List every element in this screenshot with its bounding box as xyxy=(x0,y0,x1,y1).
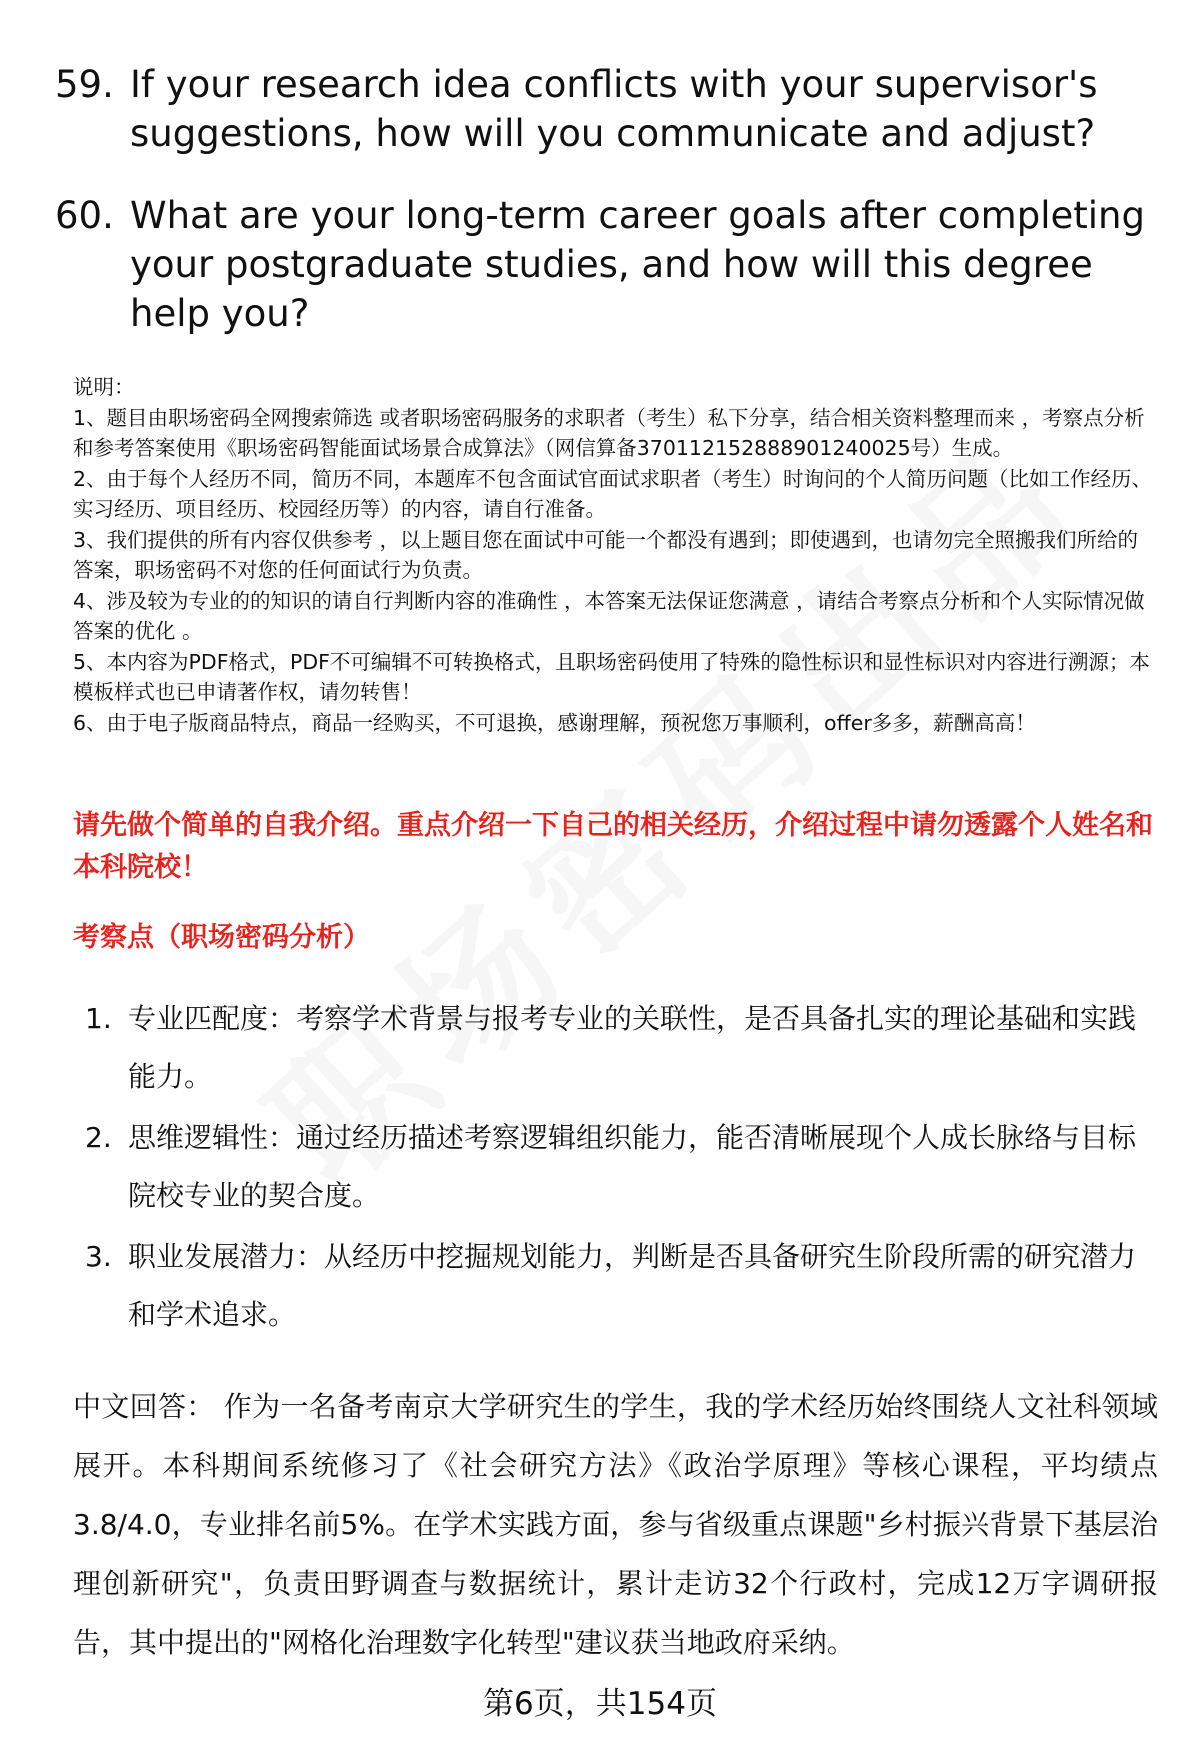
point-number: 1. xyxy=(85,1002,112,1035)
question-text: If your research idea conflicts with your supervisor's suggestions, how will you communicate and adjust? xyxy=(130,63,1098,155)
notes-item: 2、由于每个人经历不同，简历不同，本题库不包含面试官面试求职者（考生）时询问的个人简历问题（比如工作经历、实习经历、项目经历、校园经历等）的内容，请自行准备。 xyxy=(73,466,1153,521)
notes-item: 3、我们提供的所有内容仅供参考 ，以上题目您在面试中可能一个都没有遇到；即使遇到，也请勿完全照搬我们所给的答案，职场密码不对您的任何面试行为负责。 xyxy=(73,527,1139,582)
notes-title: 说明： xyxy=(73,375,135,399)
point-text: 职业发展潜力：从经历中挖掘规划能力，判断是否具备研究生阶段所需的研究潜力和学术追求。 xyxy=(128,1240,1137,1331)
notes-item: 4、涉及较为专业的的知识的请自行判断内容的准确性 ，本答案无法保证您满意 ，请结合考察点分析和个人实际情况做答案的优化 。 xyxy=(73,588,1145,643)
analysis-title: 考察点（职场密码分析） xyxy=(73,922,370,953)
analysis-point xyxy=(73,1228,1153,1344)
notes-item: 1、题目由职场密码全网搜索筛选 或者职场密码服务的求职者（考生）私下分享，结合相关资料整理而来 ，考察点分析和参考答案使用《职场密码智能面试场景合成算法》（网信算备370112152888901240025号）生成。 xyxy=(73,405,1145,460)
question-number: 59. xyxy=(55,63,114,106)
notes-section xyxy=(73,372,1158,738)
point-text: 专业匹配度：考察学术背景与报考专业的关联性，是否具备扎实的理论基础和实践能力。 xyxy=(128,1002,1137,1093)
page-footer: 第6页，共154页 xyxy=(483,1686,717,1722)
question-59 xyxy=(55,60,1155,158)
point-number: 3. xyxy=(85,1240,112,1273)
point-text: 思维逻辑性：通过经历描述考察逻辑组织能力，能否清晰展现个人成长脉络与目标院校专业的契合度。 xyxy=(128,1121,1137,1212)
point-number: 2. xyxy=(85,1121,112,1154)
main-question: 请先做个简单的自我介绍。重点介绍一下自己的相关经历，介绍过程中请勿透露个人姓名和本科院校！ xyxy=(73,810,1153,883)
notes-item: 5、本内容为PDF格式，PDF不可编辑不可转换格式，且职场密码使用了特殊的隐性标识和显性标识对内容进行溯源；本模板样式也已申请著作权，请勿转售！ xyxy=(73,649,1150,704)
notes-item: 6、由于电子版商品特点，商品一经购买，不可退换，感谢理解，预祝您万事顺利，offer多多，薪酬高高！ xyxy=(73,710,1036,735)
analysis-point xyxy=(73,1109,1153,1225)
answer-text: 中文回答： 作为一名备考南京大学研究生的学生，我的学术经历始终围绕人文社科领域展开。本科期间系统修习了《社会研究方法》《政治学原理》等核心课程，平均绩点3.8/4.0，专业排名前5%。在学术实践方面，参与省级重点课题"乡村振兴背景下基层治理创新研究"，负责田野调查与数据统计，累计走访32个行政村，完成12万字调研报告，其中提出的"网格化治理数字化转型"建议获当地政府采纳。 xyxy=(73,1390,1158,1659)
question-text: What are your long-term career goals after completing your postgraduate studies, and how will this degree help you? xyxy=(130,194,1145,335)
question-60 xyxy=(55,191,1155,338)
analysis-point xyxy=(73,990,1153,1106)
question-number: 60. xyxy=(55,194,114,237)
analysis-points xyxy=(73,990,1153,1347)
